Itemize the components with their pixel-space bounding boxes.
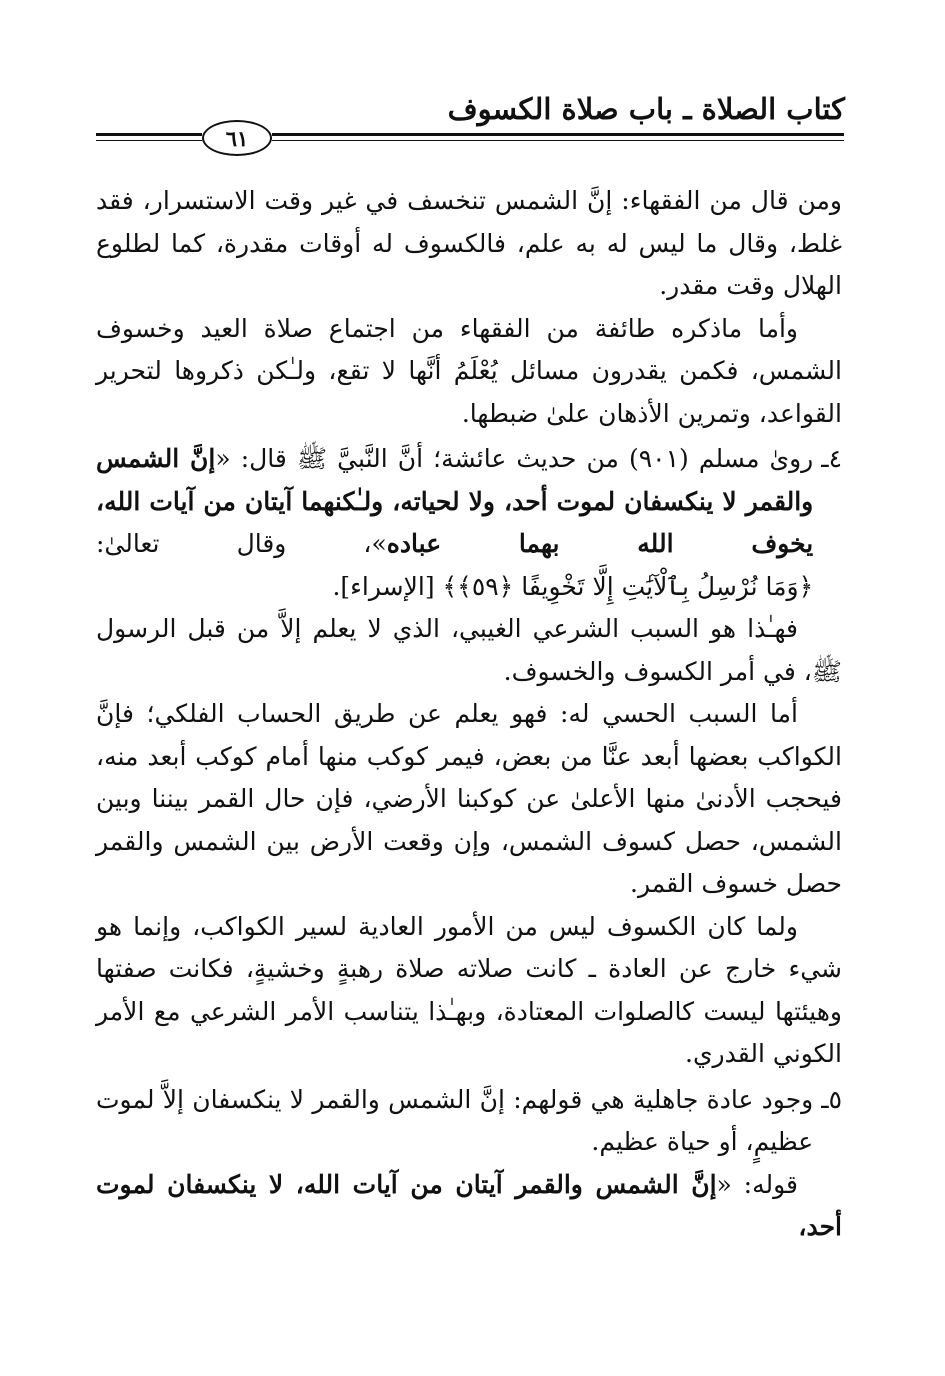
- header-rule-left-thin: [96, 140, 202, 141]
- quran-verse: ﴿وَمَا نُرْسِلُ بِٱلْآيَٰتِ إِلَّا تَخْوِيفًا ﴿٥٩﴾﴾: [442, 571, 814, 601]
- paragraph-jurists-hypothetical: وأما ماذكره طائفة من الفقهاء من اجتماع صلاة العيد وخسوف الشمس، فكمن يقدرون مسائل يُعْلَمُ أنَّها لا تقع، ولـٰكن ذكروها لتحرير القواعد، وتمرين الأذهان علىٰ ضبطها.: [96, 313, 842, 428]
- running-title: كتاب الصلاة ـ باب صلاة الكسوف: [447, 92, 845, 126]
- page-number: ٦١: [202, 120, 272, 156]
- hadith-mid: »، وقال تعالىٰ:: [96, 529, 387, 558]
- paragraph-prayer-nature: ولما كان الكسوف ليس من الأمور العادية لسير الكواكب، وإنما هو شيء خارج عن العادة ـ كانت صلاته صلاة رهبةٍ وخشيةٍ، فكانت صفتها وهيئتها ليست كالصلوات المعتادة، وبهـٰذا يتناسب الأمر الشرعي مع الأمر الكوني القدري.: [96, 911, 842, 1068]
- paragraph-physical-cause: أما السبب الحسي له: فهو يعلم عن طريق الحساب الفلكي؛ فإنَّ الكواكب بعضها أبعد عنَّا من بعض، فيمر كوكب منها أمام كوكب أبعد منه، فيحجب الأدنىٰ منها الأعلىٰ عن كوكبنا الأرضي، فإن حال القمر بيننا وبين الشمس، حصل كسوف الشمس، وإن وقعت الأرض بين الشمس والقمر حصل خسوف القمر.: [96, 699, 842, 898]
- commentary-lead: قوله: «: [716, 1169, 798, 1199]
- verse-source: [الإسراء].: [332, 571, 443, 601]
- header-rule-left-thick: [96, 133, 202, 136]
- numbered-item-4: [96, 438, 842, 608]
- paragraph-commentary-start: [96, 1164, 842, 1249]
- main-text: [96, 180, 842, 1249]
- item-4-text: [96, 438, 813, 608]
- item-number: ٥ـ: [821, 1084, 842, 1114]
- commentary-quote: إنَّ الشمس والقمر آيتان من آيات الله، لا ينكسفان لموت أحد،: [96, 1169, 842, 1241]
- paragraph-eclipse-timing: ومن قال من الفقهاء: إنَّ الشمس تنخسف في غير وقت الاستسرار، فقد غلط، وقال ما ليس له به علم، فالكسوف له أوقات مقدرة، كما لطلوع الهلال وقت مقدر.: [96, 186, 842, 300]
- paragraph-religious-cause: فهـٰذا هو السبب الشرعي الغيبي، الذي لا يعلم إلاَّ من قبل الرسول ﷺ، في أمر الكسوف والخسوف.: [96, 614, 842, 686]
- item-5-text: وجود عادة جاهلية هي قولهم: إنَّ الشمس والقمر لا ينكسفان إلاَّ لموت عظيمٍ، أو حياة عظيم.: [96, 1084, 814, 1156]
- hadith-intro: رویٰ مسلم (٩٠١) من حديث عائشة؛ أنَّ النَّبيَّ ﷺ قال: «: [215, 444, 814, 473]
- header-rule-right-thin: [272, 140, 844, 141]
- item-number: ٤ـ: [821, 444, 842, 473]
- numbered-item-5: [96, 1079, 842, 1164]
- header-rule-right-thick: [272, 133, 844, 136]
- hadith-quote: إنَّ الشمس والقمر لا ينكسفان لموت أحد، ولا لحياته، ولـٰكنهما آيتان من آيات الله، يخوف الله بهما عباده: [96, 444, 814, 558]
